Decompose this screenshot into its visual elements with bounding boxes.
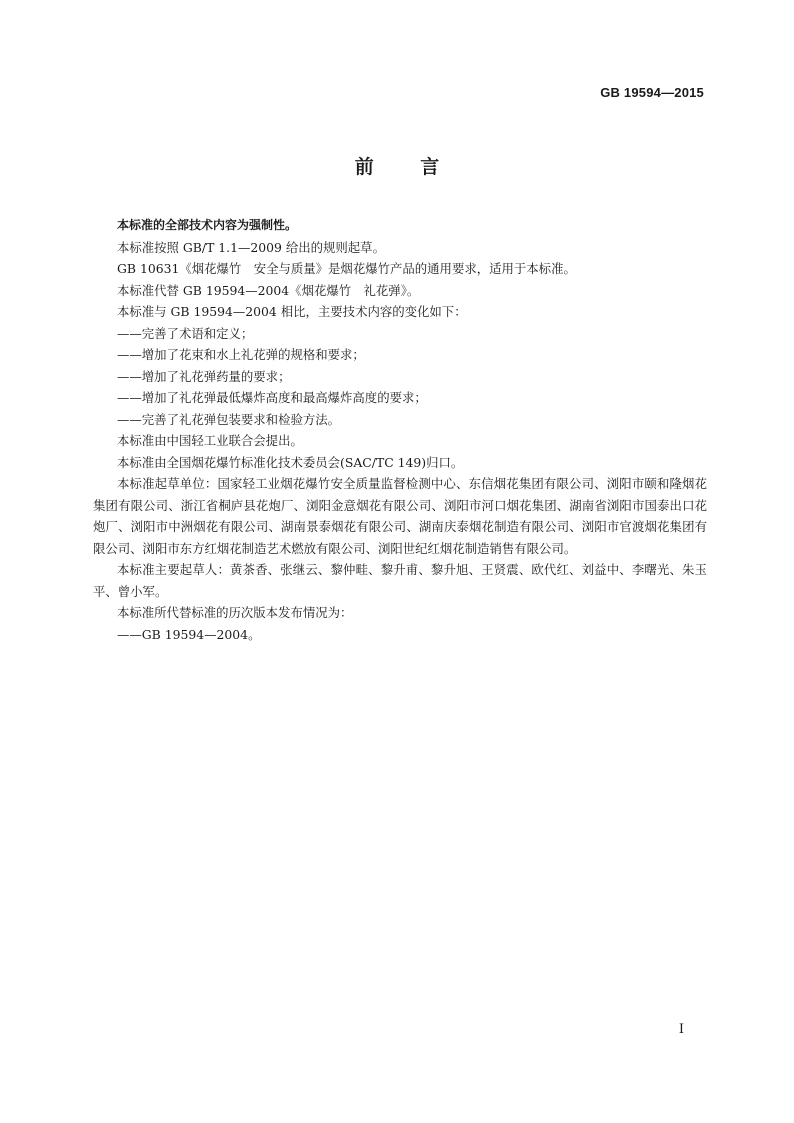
paragraph-history-intro: 本标准所代替标准的历次版本发布情况为：	[117, 605, 353, 620]
page-title: 前 言	[354, 156, 440, 178]
paragraph-proposed-by: 本标准由中国轻工业联合会提出。	[117, 433, 303, 448]
paragraph-administered-by: 本标准由全国烟花爆竹标准化技术委员会(SAC/TC 149)归口。	[117, 454, 464, 470]
list-item-change: ——完善了礼花弹包装要求和检验方法。	[117, 411, 341, 427]
list-item-change: ——完善了术语和定义；	[117, 325, 254, 341]
list-item-change: ——增加了花束和水上礼花弹的规格和要求；	[117, 347, 365, 362]
paragraph-drafting-units: 本标准起草单位：国家轻工业烟花爆竹安全质量监督检测中心、东信烟花集团有限公司、浏阳市颐和隆烟花集团有限公司、浙江省桐庐县花炮厂、浏阳金意烟花有限公司、浏阳市河口烟花集团、湖南省浏阳市国泰出口花炮厂、浏阳市中洲烟花有限公司、湖南景泰烟花有限公司、湖南庆泰烟花制造有限公司、浏阳市官渡烟花集团有限公司、浏阳市东方红烟花制造艺术燃放有限公司、浏阳世纪红烟花制造销售有限公司。	[93, 476, 707, 556]
paragraph-general-requirement: GB 10631《烟花爆竹 安全与质量》是烟花爆竹产品的通用要求，适用于本标准。	[117, 261, 576, 276]
header-standard-code: GB 19594—2015	[600, 85, 704, 100]
page-number: I	[678, 1022, 684, 1037]
list-item-history: ——GB 19594—2004。	[117, 626, 261, 642]
paragraph-drafters: 本标准主要起草人：黄茶香、张继云、黎仲畦、黎升甫、黎升旭、王贤震、欧代红、刘益中、李曙光、朱玉平、曾小军。	[93, 562, 707, 599]
paragraph-replaces: 本标准代替 GB 19594—2004《烟花爆竹 礼花弹》。	[117, 282, 420, 298]
paragraph-drafting-rule: 本标准按照 GB/T 1.1—2009 给出的规则起草。	[117, 239, 385, 255]
paragraph-changes-intro: 本标准与 GB 19594—2004 相比，主要技术内容的变化如下：	[117, 304, 467, 319]
list-item-change: ——增加了礼花弹最低爆炸高度和最高爆炸高度的要求；	[117, 390, 427, 405]
list-item-change: ——增加了礼花弹药量的要求；	[117, 368, 291, 384]
paragraph-mandatory: 本标准的全部技术内容为强制性。	[117, 218, 298, 232]
foreword-content	[93, 215, 707, 645]
